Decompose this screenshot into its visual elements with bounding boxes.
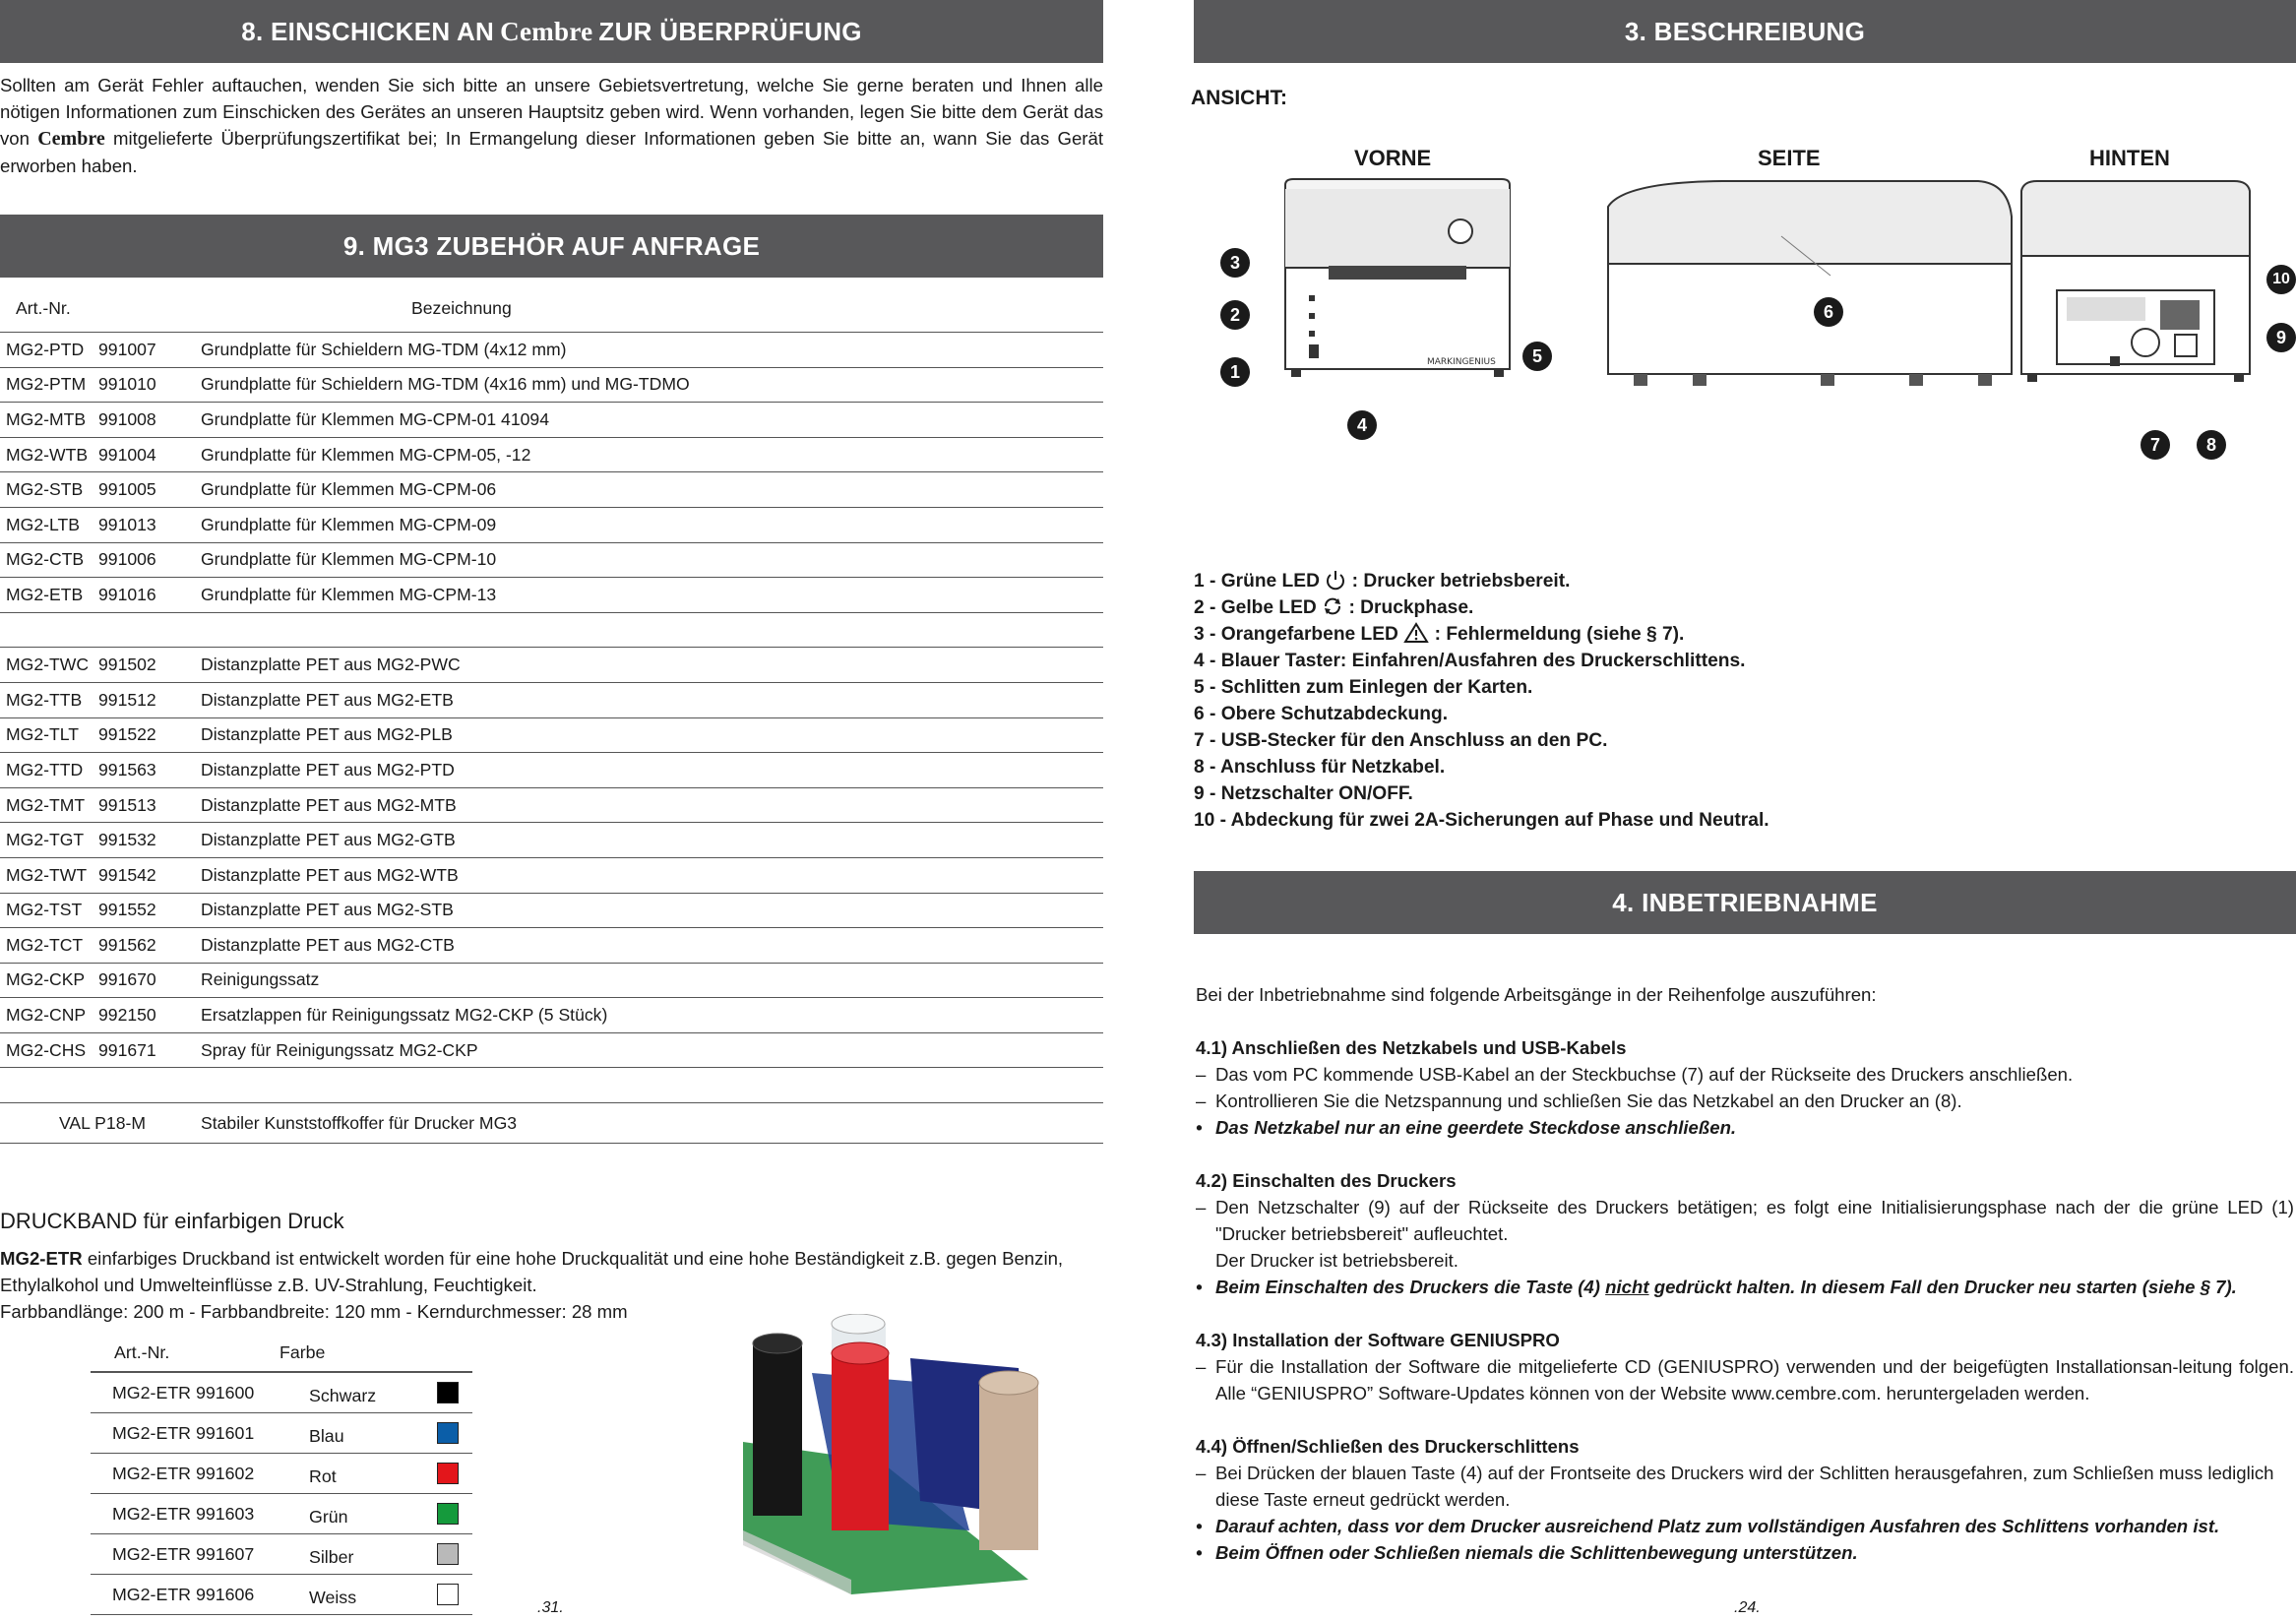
svg-text:MARKINGENIUS: MARKINGENIUS: [1427, 357, 1496, 367]
table-row: MG2-WTB 991004 Grundplatte für Klemmen MG-CPM-05, -12: [0, 438, 1103, 473]
badge-6: 6: [1814, 297, 1843, 327]
color-swatch: [437, 1422, 459, 1444]
table-row: MG2-PTD 991007 Grundplatte für Schieldern MG-TDM (4x12 mm): [0, 333, 1103, 368]
table-row: MG2-TCT 991562 Distanzplatte PET aus MG2-CTB: [0, 928, 1103, 964]
table-row: MG2-PTM 991010 Grundplatte für Schieldern MG-TDM (4x16 mm) und MG-TDMO: [0, 368, 1103, 404]
list-item: 10 - Abdeckung für zwei 2A-Sicherungen auf Phase und Neutral.: [1194, 810, 1769, 831]
table-row: MG2-TLT 991522 Distanzplatte PET aus MG2-PLB: [0, 718, 1103, 754]
badge-9: 9: [2266, 323, 2296, 352]
table-row: MG2-LTB 991013 Grundplatte für Klemmen MG-CPM-09: [0, 508, 1103, 543]
list-item: 3 - Orangefarbene LED : Fehlermeldung (siehe § 7).: [1194, 624, 1685, 645]
badge-10: 10: [2266, 265, 2296, 294]
table-row: MG2-CKP 991670 Reinigungssatz: [0, 964, 1103, 999]
section-8-title: 8. EINSCHICKEN AN: [241, 16, 495, 46]
color-swatch: [437, 1584, 459, 1605]
table-row: MG2-ETR 991602 Rot: [91, 1454, 472, 1494]
list-item: 7 - USB-Stecker für den Anschluss an den PC.: [1194, 730, 1608, 751]
subsection-heading: 4.3) Installation der Software GENIUSPRO: [1196, 1330, 1560, 1350]
table-row: MG2-TTB 991512 Distanzplatte PET aus MG2-ETB: [0, 683, 1103, 718]
table-row: MG2-TGT 991532 Distanzplatte PET aus MG2-GTB: [0, 823, 1103, 858]
power-icon: [1325, 569, 1346, 591]
section-9-title: 9. MG3 ZUBEHÖR AUF ANFRAGE: [342, 230, 761, 261]
list-item: 9 - Netzschalter ON/OFF.: [1194, 783, 1413, 804]
table-row: MG2-ETR 991601 Blau: [91, 1413, 472, 1454]
list-item: 5 - Schlitten zum Einlegen der Karten.: [1194, 677, 1533, 698]
table-row: MG2-MTB 991008 Grundplatte für Klemmen MG-CPM-01 41094: [0, 403, 1103, 438]
section-4-body: Bei der Inbetriebnahme sind folgende Arbeitsgänge in der Reihenfolge auszuführen: 4.1) Anschließen des Netzkabels und USB-Kabels – Das vom PC kommende USB-Kabel an der Steckbuchse (7) auf der Rückseite des Druckers anschließen. – Kontrollieren Sie die Netzspannung und schließen Sie das Netzkabel an den Drucker an (8). • Das Netzkabel nur an eine geerdete Steckdose anschließen. 4.2) Einschalten des Druckers – Den Netzschalter (9) auf der Rückseite des Druckers betätigen; es folgt eine Initialisierungsphase nach der die grüne LED (1) "Drucker betriebsbereit" aufleuchtet. Der Drucker ist betriebsbereit. • Beim Einschalten des Druckers die Taste (4) nicht gedrückt halten. In diesem Fall den Drucker neu starten (siehe § 7). 4.3) Installation der Software GENIUSPRO – Für die Installation der Software die mitgelieferte CD (GENIUSPRO) verwenden und der beigefügten Installationsan-leitung folgen. Alle “GENIUSPRO” Software-Updates können von der Website www.cembre.com. heruntergeladen werden. 4.4) Öffnen/Schließen des Druckerschlittens – Bei Drücken der blauen Taste (4) auf der Frontseite des Druckers wird der Schlitten herausgefahren, zum Schließen muss lediglich diese Taste erneut gedrückt werden. • Darauf achten, dass vor dem Drucker ausreichend Platz zum vollständigen Ausfahren des Schlittens vorhanden ist. • Beim Öffnen oder Schließen niemals die Schlittenbewegung unterstützen.: [1196, 984, 2294, 1563]
section-8-text: Sollten am Gerät Fehler auftauchen, wenden Sie sich bitte an unsere Gebietsvertretung, welche Sie gerne beraten und Ihnen alle nötigen Informationen zum Einschicken des Gerätes an unseren Hauptsitz geben wird. Wenn vorhanden, legen Sie bitte dem Gerät das von Cembre mitgelieferte Überprüfungszertifikat bei; In Ermangelung dieser Informationen geben Sie bitte an, wann Sie das Gerät erworben haben.: [0, 75, 1104, 176]
table-row: MG2-CHS 991671 Spray für Reinigungssatz MG2-CKP: [0, 1033, 1103, 1069]
table-row: MG2-STB 991005 Grundplatte für Klemmen MG-CPM-06: [0, 472, 1103, 508]
cembre-brand: Cembre: [500, 16, 593, 46]
table-row: MG2-TWT 991542 Distanzplatte PET aus MG2-WTB: [0, 858, 1103, 894]
badge-4: 4: [1347, 410, 1377, 440]
ribbon-heading: DRUCKBAND für einfarbigen Druck: [0, 1209, 344, 1233]
table-row: MG2-TTD 991563 Distanzplatte PET aus MG2-PTD: [0, 753, 1103, 788]
badge-5: 5: [1522, 342, 1552, 371]
table-row: MG2-CTB 991006 Grundplatte für Klemmen MG-CPM-10: [0, 543, 1103, 579]
table-row: MG2-ETR 991606 Weiss: [91, 1575, 472, 1615]
ribbon-rolls-image: [704, 1314, 1097, 1609]
table-row: MG2-ETR 991603 Grün: [91, 1494, 472, 1534]
section-3-title: 3. BESCHREIBUNG: [1624, 16, 1866, 46]
section-8-title-end: ZUR ÜBERPRÜFUNG: [598, 16, 862, 46]
list-item: 1 - Grüne LED : Drucker betriebsbereit.: [1194, 571, 1571, 592]
section-8-header: [0, 0, 1103, 63]
printer-front-view: [1279, 177, 1516, 399]
badge-1: 1: [1220, 357, 1250, 387]
table-header: Art.-Nr. Bezeichnung: [0, 285, 1103, 333]
ribbon-table-header: Art.-Nr. Farbe: [91, 1334, 472, 1373]
view-label: ANSICHT:: [1191, 87, 1287, 109]
color-swatch: [437, 1543, 459, 1565]
color-swatch: [437, 1503, 459, 1525]
table-row: MG2-ETR 991607 Silber: [91, 1534, 472, 1575]
front-label: VORNE: [1354, 146, 1432, 170]
warning-icon: [1403, 622, 1429, 644]
legend-list: [1194, 568, 1769, 834]
table-row: MG2-CNP 992150 Ersatzlappen für Reinigungssatz MG2-CKP (5 Stück): [0, 998, 1103, 1033]
subsection-heading: 4.1) Anschließen des Netzkabels und USB-Kabels: [1196, 1037, 1627, 1058]
subsection-heading: 4.4) Öffnen/Schließen des Druckerschlittens: [1196, 1436, 1580, 1457]
table-row: VAL P18-M Stabiler Kunststoffkoffer für Drucker MG3: [0, 1103, 1103, 1144]
accessories-table: [0, 285, 1103, 1144]
badge-2: 2: [1220, 300, 1250, 330]
badge-8: 8: [2197, 430, 2226, 460]
list-item: 2 - Gelbe LED : Druckphase.: [1194, 597, 1474, 618]
ribbon-table: [91, 1334, 472, 1615]
section-4-title: 4. INBETRIEBNAHME: [1612, 887, 1878, 917]
subsection-heading: 4.2) Einschalten des Druckers: [1196, 1170, 1457, 1191]
list-item: 4 - Blauer Taster: Einfahren/Ausfahren des Druckerschlittens.: [1194, 651, 1746, 671]
page-number-right: .24.: [1734, 1599, 1761, 1616]
color-swatch: [437, 1382, 459, 1403]
printer-side-view: [1604, 177, 2017, 408]
color-swatch: [437, 1463, 459, 1484]
refresh-icon: [1322, 595, 1343, 617]
list-item: 6 - Obere Schutzabdeckung.: [1194, 704, 1449, 724]
list-item: 8 - Anschluss für Netzkabel.: [1194, 757, 1446, 778]
section-9-header: [0, 215, 1103, 278]
section-4-header: [1194, 871, 2296, 934]
back-label: HINTEN: [2089, 146, 2170, 170]
section-3-header: [1194, 0, 2296, 63]
table-row: MG2-ETR 991600 Schwarz: [91, 1373, 472, 1413]
table-row: MG2-TMT 991513 Distanzplatte PET aus MG2-MTB: [0, 788, 1103, 824]
side-label: SEITE: [1758, 146, 1821, 170]
table-row: MG2-ETB 991016 Grundplatte für Klemmen MG-CPM-13: [0, 578, 1103, 613]
table-row: MG2-TWC 991502 Distanzplatte PET aus MG2-PWC: [0, 648, 1103, 683]
ribbon-text: MG2-ETR einfarbiges Druckband ist entwickelt worden für eine hohe Druckqualität und eine hohe Beständigkeit z.B. gegen Benzin, Ethylalkohol und Umwelteinflüsse z.B. UV-Strahlung, Feuchtigkeit. Farbbandlänge: 200 m - Farbbandbreite: 120 mm - Kerndurchmesser: 28 mm: [0, 1248, 1064, 1322]
table-row: MG2-TST 991552 Distanzplatte PET aus MG2-STB: [0, 894, 1103, 929]
badge-7: 7: [2141, 430, 2170, 460]
page-number-left: .31.: [537, 1599, 564, 1616]
printer-back-view: [2017, 177, 2254, 404]
badge-3: 3: [1220, 248, 1250, 278]
